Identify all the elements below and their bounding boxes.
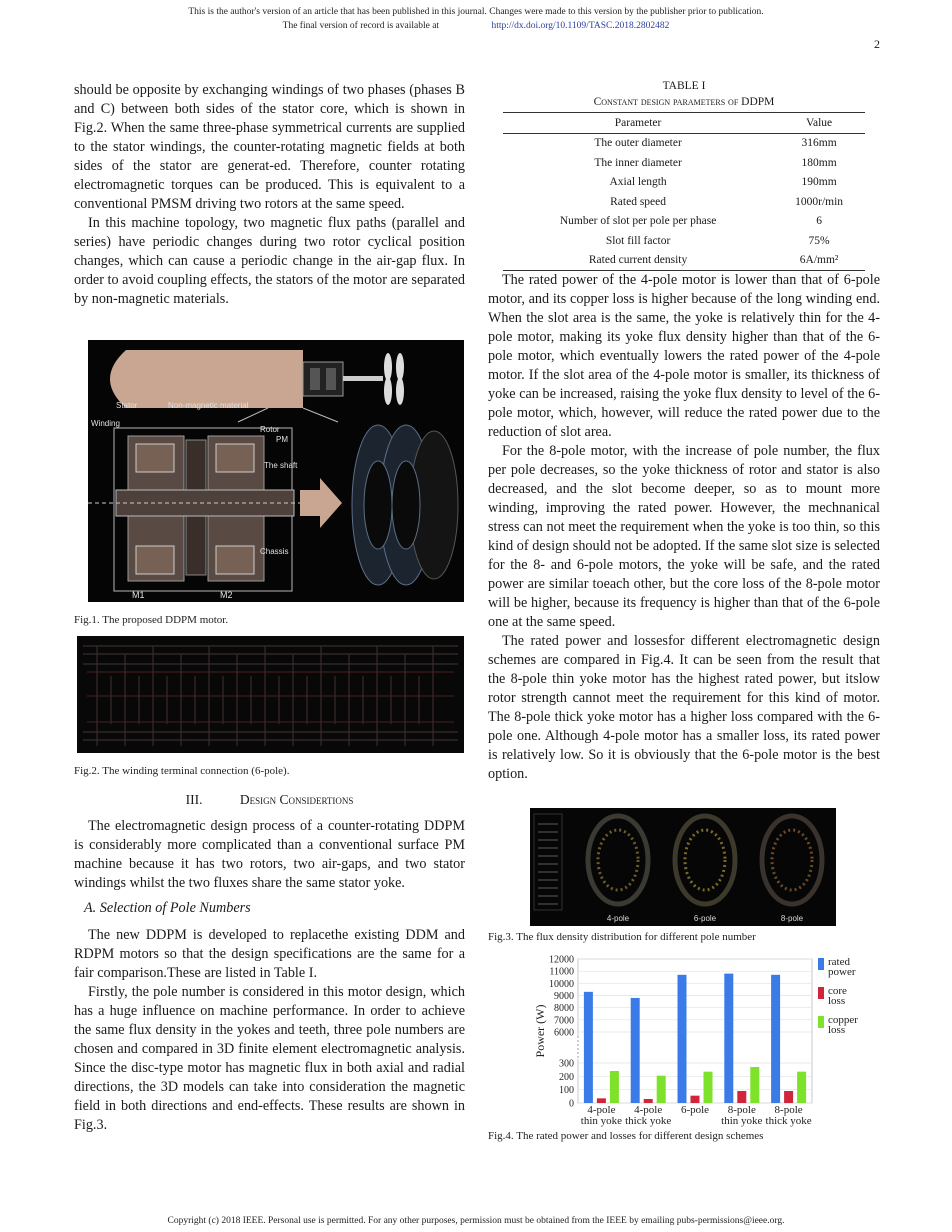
table-cell: Slot fill factor xyxy=(605,234,671,247)
table-cell: Number of slot per pole per phase xyxy=(559,215,717,228)
legend-swatch xyxy=(818,958,824,970)
table-title: Constant design parameters of DDPM xyxy=(593,96,775,108)
table-row xyxy=(503,212,865,232)
section-title: Design Considertions xyxy=(239,792,354,807)
doi-link[interactable]: http://dx.doi.org/10.1109/TASC.2018.2802482 xyxy=(491,21,670,31)
x-tick-label: 8-pole xyxy=(727,1104,756,1116)
table-cell: Axial length xyxy=(609,176,667,189)
label-winding: Winding xyxy=(91,419,120,428)
bar-core-loss xyxy=(644,1099,653,1103)
x-tick-label: thin yoke xyxy=(721,1115,763,1127)
legend-label: loss xyxy=(828,1024,846,1036)
legend-swatch xyxy=(818,1016,824,1028)
bar-core-loss xyxy=(597,1098,606,1103)
subsection-heading: A. Selection of Pole Numbers xyxy=(84,900,251,916)
right-column xyxy=(488,271,880,784)
legend-label: copper xyxy=(828,1014,858,1026)
winding-connection-diagram xyxy=(77,636,464,753)
fig4-caption: Fig.4. The rated power and losses for different design schemes xyxy=(488,1130,764,1142)
paragraph: The electromagnetic design process of a counter-rotating DDPM is considerably more complicated than a conventional surface PM machine because it has two rotors, two air-gaps, and two stator windings whilst the two fluxes share the same stator yoke. xyxy=(74,818,465,891)
x-tick-label: 6-pole xyxy=(680,1104,710,1116)
bar-copper-loss xyxy=(657,1076,666,1103)
table-row xyxy=(503,192,865,212)
y-tick-label: 9000 xyxy=(554,991,574,1002)
section-heading xyxy=(74,790,465,809)
label-pm: PM xyxy=(276,435,288,444)
table-cell: 75% xyxy=(808,234,830,247)
table-row xyxy=(503,133,865,153)
legend-label: rated xyxy=(828,956,850,968)
left-column-bottom xyxy=(74,786,465,1135)
bar-copper-loss xyxy=(750,1067,759,1103)
table-row xyxy=(503,153,865,173)
paragraph: In this machine topology, two magnetic flux paths (parallel and series) have periodic changes during two rotor cyclical position changes, which can cause a periodic change in the air-gap flux. In order to avoid coupling effects, the stators of the motor are separated by non-magnetic materials. xyxy=(74,215,465,307)
design-parameters-table xyxy=(503,112,865,271)
bar-rated-power xyxy=(631,998,640,1103)
label-m1: M1 xyxy=(132,590,145,600)
table-cell: 6 xyxy=(816,215,822,228)
bar-copper-loss xyxy=(610,1071,619,1103)
legend-label: core xyxy=(828,985,847,997)
fig4-chart-container xyxy=(524,950,864,1130)
bar-rated-power xyxy=(584,992,593,1103)
flux-density-plots xyxy=(530,808,836,926)
paragraph: The rated power of the 4-pole motor is lower than that of 6-pole motor, and its copper loss is higher because of the long winding end. When the slot area is the same, the yoke is relatively thin for the 4-pole motor, making its yoke flux density higher than that of the 6-pole motor, which eventually lowers the rated power of the 4-pole motor. If the slot area of the 4-pole motor is smaller, its thickness of yoke can be increased, raising the yoke flux density to level of the 6-pole motor, which, however, will reduce the rated power due to the reduction of slot area. xyxy=(488,272,880,440)
label-rotor: Rotor xyxy=(260,425,280,434)
x-tick-label: 8-pole xyxy=(774,1104,803,1116)
x-tick-label: 4-pole xyxy=(634,1104,663,1116)
x-tick-label: 4-pole xyxy=(587,1104,616,1116)
table-row xyxy=(503,231,865,251)
power-losses-chart xyxy=(524,950,864,1130)
fig3-label: 8-pole xyxy=(780,914,804,923)
bar-core-loss xyxy=(784,1091,793,1103)
section-number: III. xyxy=(185,792,203,807)
label-non-magnetic: Non-magnetic material xyxy=(168,401,249,410)
y-tick-label: 6000 xyxy=(554,1027,574,1039)
y-axis-label: Power (W) xyxy=(533,1004,547,1058)
paragraph: should be opposite by exchanging windings of two phases (phases B and C) between both sides of the stator core, which is shown in Fig.2. When the same three-phase symmetrical currents are supplied to the stator windings, the counter-rotating magnetic fields at both sides of the stator are generat-ed. Therefore, counter rotating electromagnetic torques can be produced. This is equivalent to a conventional PMSM driving two rotors at the same speed. xyxy=(74,82,465,212)
copyright-footer: Copyright (c) 2018 IEEE. Personal use is permitted. For any other purposes, permission must be obtained from the IEEE by emailing pubs-permissions@ieee.org. xyxy=(167,1216,785,1226)
y-tick-label: 200 xyxy=(559,1071,574,1083)
label-shaft: The shaft xyxy=(264,461,298,470)
fig2-image xyxy=(77,636,464,753)
bar-core-loss xyxy=(691,1096,700,1103)
fig2-caption: Fig.2. The winding terminal connection (6-pole). xyxy=(74,765,290,777)
table-row xyxy=(503,173,865,193)
page-number: 2 xyxy=(874,37,880,51)
x-tick-label: thick yoke xyxy=(765,1115,812,1127)
x-tick-label: thick yoke xyxy=(625,1115,672,1127)
fig3-image xyxy=(530,808,836,926)
y-tick-label: 300 xyxy=(559,1058,574,1070)
label-m2: M2 xyxy=(220,590,233,600)
bar-core-loss xyxy=(737,1091,746,1103)
y-tick-label: 11000 xyxy=(549,966,574,978)
table-cell: Rated current density xyxy=(503,251,773,271)
bar-copper-loss xyxy=(797,1072,806,1103)
table-header: Parameter xyxy=(503,113,773,134)
label-chassis: Chassis xyxy=(260,547,289,556)
y-tick-label: 0 xyxy=(569,1098,574,1110)
label-stator: Stator xyxy=(116,401,138,410)
left-column-top xyxy=(74,81,465,309)
legend-swatch xyxy=(818,987,824,999)
fig3-caption: Fig.3. The flux density distribution for different pole number xyxy=(488,931,756,943)
header-prefix: The final version of record is available at xyxy=(282,21,440,31)
paragraph: Firstly, the pole number is considered in this motor design, which has a huge influence on machine performance. In order to achieve the same flux density in the yokes and teeth, three pole numbers are chosen and compared in 3D finite element electromagnetic analysis. Since the disc-type motor has magnetic flux in both axial and radial directions, the 3D models can take into consideration the magnetic field in both directions and end-effects. These results are shown in Fig.3. xyxy=(74,984,465,1133)
header-version-line xyxy=(0,21,952,31)
fig1-caption: Fig.1. The proposed DDPM motor. xyxy=(74,614,229,626)
y-tick-label: 100 xyxy=(559,1085,574,1097)
table-cell: 180mm xyxy=(801,156,837,169)
y-tick-label: 12000 xyxy=(549,954,574,966)
table-cell: 190mm xyxy=(801,176,837,189)
table-number: TABLE I xyxy=(662,80,706,92)
table-cell: Rated speed xyxy=(610,195,667,208)
paragraph: For the 8-pole motor, with the increase of pole number, the flux per pole decreases, so the yoke thickness of rotor and stator is also decreased, and the slot become deeper, so as to mount more winding, improving the rated power. However, the mechnanical stress can not meet the requirement when the yoke is too thin, so this kind of design should not be adopted. If the same slot size is selected for the 8- and 6-pole motors, the yoke will be safe, and the rated power are similar toeach other, but the core loss of the 8-pole motor will be higher, because its frequency is higher than that of the 6-pole one at the same speed. xyxy=(488,443,880,630)
fig1-image xyxy=(88,340,464,602)
ddpm-motor-illustration xyxy=(88,340,464,602)
table-cell: 6A/mm² xyxy=(773,251,865,271)
table-cell: 316mm xyxy=(801,137,837,150)
bar-rated-power xyxy=(678,975,687,1103)
bar-copper-loss xyxy=(704,1072,713,1103)
y-tick-label: 8000 xyxy=(554,1003,574,1015)
legend-label: loss xyxy=(828,995,846,1007)
table-header: Value xyxy=(773,113,865,134)
table-container xyxy=(503,112,865,271)
legend-label: power xyxy=(828,966,856,978)
bar-rated-power xyxy=(771,975,780,1103)
table-row xyxy=(503,251,865,271)
table-cell: 1000r/min xyxy=(795,195,844,208)
header-notice: This is the author's version of an article that has been published in this journal. Changes were made to this version by the publisher prior to publication. xyxy=(188,7,764,17)
y-tick-label: 7000 xyxy=(554,1015,574,1027)
bar-rated-power xyxy=(724,974,733,1103)
paragraph: The rated power and lossesfor different electromagnetic design schemes are compared in Fig.4. It can be seen from the result that the 8-pole thin yoke motor has the highest rated power, but itslow rotor strength cannot meet the requirement for this kind of motor. The 8-pole thick yoke motor has a higher loss compared with the 6-pole one. Although 4-pole motor has a smaller loss, its rated power is relatively low. So it is obviously that the 6-pole motor is the best option. xyxy=(488,633,880,782)
y-tick-label: 10000 xyxy=(549,978,574,990)
x-tick-label: thin yoke xyxy=(580,1115,623,1127)
fig3-label: 6-pole xyxy=(693,914,717,923)
table-cell: The inner diameter xyxy=(594,156,682,169)
table-cell: The outer diameter xyxy=(594,137,682,150)
fig3-label: 4-pole xyxy=(606,914,630,923)
paragraph: The new DDPM is developed to replacethe existing DDM and RDPM motors so that the design specifications are the same for a fair comparison.These are listed in Table I. xyxy=(74,927,465,981)
